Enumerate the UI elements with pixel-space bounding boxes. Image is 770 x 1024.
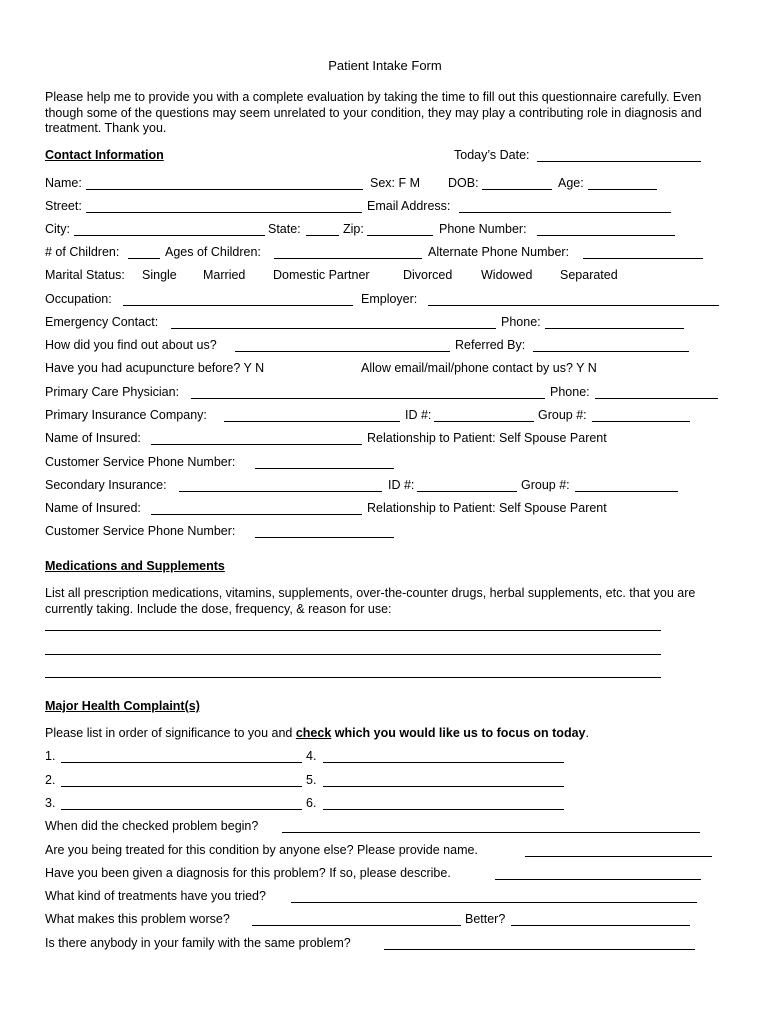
- marital-option-domestic-partner[interactable]: Domestic Partner: [273, 268, 370, 282]
- primary-insurance-row: [45, 406, 735, 424]
- children-row: [45, 243, 735, 261]
- ages-children-label: Ages of Children:: [165, 245, 261, 259]
- dob-label: DOB:: [448, 176, 479, 190]
- q-treatments-row: [45, 887, 735, 905]
- complaint-number-1: 1.: [45, 749, 56, 763]
- secondary-id-label: ID #:: [388, 478, 415, 492]
- marital-option-separated[interactable]: Separated: [560, 268, 618, 282]
- q-family-field[interactable]: [384, 936, 695, 950]
- employer-label: Employer:: [361, 292, 418, 306]
- form-title: Patient Intake Form: [328, 58, 442, 73]
- contact-heading-row: [45, 146, 735, 164]
- alt-phone-field[interactable]: [583, 245, 703, 259]
- q-worse-field[interactable]: [252, 912, 461, 926]
- referred-by-label: Referred By:: [455, 338, 526, 352]
- zip-field[interactable]: [367, 222, 433, 236]
- complaint-field-2[interactable]: [61, 773, 302, 787]
- complaints-heading-row: [45, 697, 735, 715]
- complaints-heading: Major Health Complaint(s): [45, 699, 200, 713]
- complaint-field-1[interactable]: [61, 749, 302, 763]
- marital-row: [45, 266, 735, 284]
- complaint-field-3[interactable]: [61, 796, 302, 810]
- secondary-ins-label: Secondary Insurance:: [45, 478, 167, 492]
- ages-children-field[interactable]: [274, 245, 422, 259]
- complaint-number-2: 2.: [45, 773, 56, 787]
- name-insured-field[interactable]: [151, 431, 362, 445]
- pcp-field[interactable]: [191, 385, 545, 399]
- q-diagnosis-row: [45, 864, 735, 882]
- age-field[interactable]: [588, 176, 657, 190]
- medications-heading: Medications and Supplements: [45, 559, 225, 573]
- q-family-row: [45, 934, 735, 952]
- marital-label: Marital Status:: [45, 268, 125, 282]
- q-better-label: Better?: [465, 912, 506, 926]
- age-label: Age:: [558, 176, 584, 190]
- name-label: Name:: [45, 176, 82, 190]
- name-insured-row-1: [45, 429, 735, 447]
- q-treated-field[interactable]: [525, 843, 712, 857]
- complaint-number-6: 6.: [306, 796, 317, 810]
- q-treatments-field[interactable]: [291, 889, 697, 903]
- contact-heading: Contact Information: [45, 148, 164, 162]
- acupuncture-row: [45, 359, 735, 377]
- num-children-label: # of Children:: [45, 245, 120, 259]
- cust-service-label: Customer Service Phone Number:: [45, 524, 236, 538]
- find-us-row: [45, 336, 735, 354]
- street-row: [45, 197, 735, 215]
- phone-number-field[interactable]: [537, 222, 675, 236]
- pcp-row: [45, 383, 735, 401]
- complaint-row-1: [45, 747, 735, 765]
- complaint-field-4[interactable]: [323, 749, 564, 763]
- pcp-phone-label: Phone:: [550, 385, 590, 399]
- medications-heading-row: [45, 557, 735, 575]
- complaints-instr-pre: Please list in order of significance to you and: [45, 726, 296, 740]
- name-insured-label: Name of Insured:: [45, 431, 141, 445]
- occupation-row: [45, 290, 735, 308]
- medications-line-2[interactable]: [45, 654, 661, 655]
- secondary-id-field[interactable]: [417, 478, 517, 492]
- primary-ins-field[interactable]: [224, 408, 400, 422]
- q-diagnosis-label: Have you been given a diagnosis for this problem? If so, please describe.: [45, 866, 451, 880]
- secondary-insurance-row: [45, 476, 735, 494]
- dob-field[interactable]: [482, 176, 552, 190]
- city-row: [45, 220, 735, 238]
- emergency-phone-field[interactable]: [545, 315, 684, 329]
- city-field[interactable]: [74, 222, 265, 236]
- complaint-field-5[interactable]: [323, 773, 564, 787]
- primary-group-label: Group #:: [538, 408, 587, 422]
- q-treatments-label: What kind of treatments have you tried?: [45, 889, 266, 903]
- cust-service-field-2[interactable]: [255, 524, 394, 538]
- todays-date-label: Today’s Date:: [454, 148, 530, 162]
- complaint-row-3: [45, 794, 735, 812]
- name-insured-row-2: [45, 499, 735, 517]
- email-label: Email Address:: [367, 199, 451, 213]
- find-us-field[interactable]: [235, 338, 450, 352]
- cust-service-label: Customer Service Phone Number:: [45, 455, 236, 469]
- relationship-options[interactable]: Relationship to Patient: Self Spouse Parent: [367, 431, 607, 445]
- marital-option-single[interactable]: Single: [142, 268, 177, 282]
- todays-date-field[interactable]: [537, 148, 701, 162]
- cust-service-field[interactable]: [255, 455, 394, 469]
- primary-id-field[interactable]: [434, 408, 534, 422]
- pcp-label: Primary Care Physician:: [45, 385, 180, 399]
- name-row: [45, 174, 735, 192]
- complaint-field-6[interactable]: [323, 796, 564, 810]
- sex-label[interactable]: Sex: F M: [370, 176, 421, 190]
- street-field[interactable]: [86, 199, 362, 213]
- occupation-field[interactable]: [123, 292, 353, 306]
- relationship-options-2[interactable]: Relationship to Patient: Self Spouse Parent: [367, 501, 607, 515]
- name-insured-field-2[interactable]: [151, 501, 362, 515]
- complaints-instr-post: which you would like us to focus on today: [331, 726, 586, 740]
- complaints-instr-end: .: [585, 726, 589, 740]
- emergency-label: Emergency Contact:: [45, 315, 159, 329]
- q-worse-label: What makes this problem worse?: [45, 912, 230, 926]
- secondary-group-label: Group #:: [521, 478, 570, 492]
- marital-option-widowed[interactable]: Widowed: [481, 268, 533, 282]
- marital-option-married[interactable]: Married: [203, 268, 246, 282]
- cust-service-row-2: [45, 522, 735, 540]
- complaint-number-5: 5.: [306, 773, 317, 787]
- street-label: Street:: [45, 199, 82, 213]
- emergency-field[interactable]: [171, 315, 496, 329]
- medications-instructions: List all prescription medications, vitamins, supplements, over-the-counter drugs, herbal supplements, etc. that you are currently taking. Include the dose, frequency, & reason for use:: [45, 586, 696, 616]
- complaints-instr-check: check: [295, 726, 332, 740]
- complaint-number-4: 4.: [306, 749, 317, 763]
- zip-label: Zip:: [343, 222, 364, 236]
- q-diagnosis-field[interactable]: [495, 866, 701, 880]
- state-field[interactable]: [306, 222, 339, 236]
- secondary-ins-field[interactable]: [179, 478, 382, 492]
- medications-line-1[interactable]: [45, 630, 661, 631]
- name-field[interactable]: [86, 176, 363, 190]
- secondary-group-field[interactable]: [575, 478, 678, 492]
- alt-phone-label: Alternate Phone Number:: [428, 245, 570, 259]
- complaint-row-2: [45, 771, 735, 789]
- cust-service-row-1: [45, 453, 735, 471]
- emergency-row: [45, 313, 735, 331]
- phone-number-label: Phone Number:: [439, 222, 527, 236]
- marital-option-divorced[interactable]: Divorced: [403, 268, 453, 282]
- primary-ins-label: Primary Insurance Company:: [45, 408, 207, 422]
- q-treated-label: Are you being treated for this condition by anyone else? Please provide name.: [45, 843, 478, 857]
- acupuncture-question[interactable]: Have you had acupuncture before? Y N: [45, 361, 265, 375]
- complaint-number-3: 3.: [45, 796, 56, 810]
- emergency-phone-label: Phone:: [501, 315, 541, 329]
- allow-contact-question[interactable]: Allow email/mail/phone contact by us? Y N: [361, 361, 597, 375]
- city-label: City:: [45, 222, 70, 236]
- name-insured-label: Name of Insured:: [45, 501, 141, 515]
- state-label: State:: [268, 222, 301, 236]
- referred-by-field[interactable]: [533, 338, 689, 352]
- num-children-field[interactable]: [128, 245, 160, 259]
- q-treated-row: [45, 841, 735, 859]
- q-worse-row: [45, 910, 735, 928]
- find-us-label: How did you find out about us?: [45, 338, 217, 352]
- q-family-label: Is there anybody in your family with the same problem?: [45, 936, 351, 950]
- employer-field[interactable]: [428, 292, 719, 306]
- q-begin-field[interactable]: [282, 819, 700, 833]
- q-begin-label: When did the checked problem begin?: [45, 819, 259, 833]
- medications-line-3[interactable]: [45, 677, 661, 678]
- intro-paragraph: Please help me to provide you with a complete evaluation by taking the time to fill out this questionnaire carefully. Even though some of the questions may seem unrelated to your condition, they may play a contributing role in diagnosis and treatment. Thank you.: [45, 90, 702, 135]
- primary-id-label: ID #:: [405, 408, 432, 422]
- email-field[interactable]: [459, 199, 671, 213]
- q-better-field[interactable]: [511, 912, 690, 926]
- pcp-phone-field[interactable]: [595, 385, 718, 399]
- q-begin-row: [45, 817, 735, 835]
- occupation-label: Occupation:: [45, 292, 112, 306]
- complaints-instructions: [45, 724, 735, 742]
- primary-group-field[interactable]: [592, 408, 690, 422]
